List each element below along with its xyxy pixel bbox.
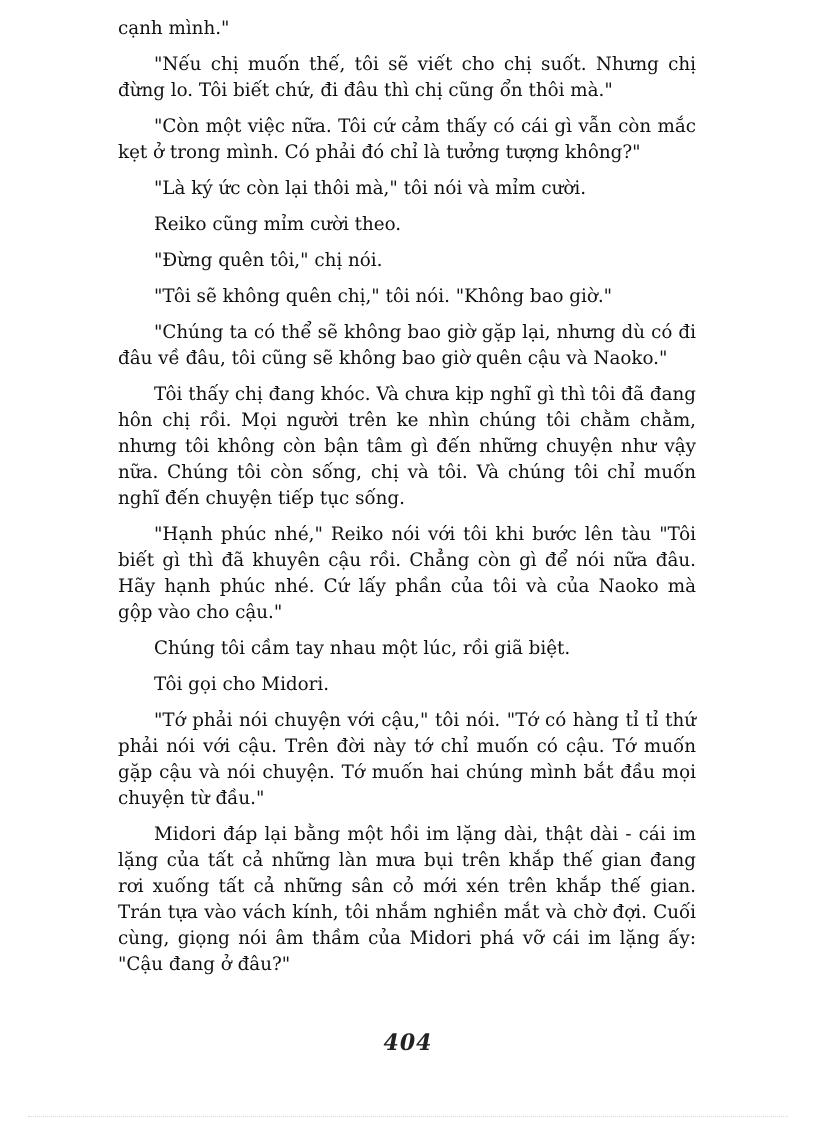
paragraph: "Đừng quên tôi," chị nói.	[154, 250, 383, 271]
paragraph: "Là ký ức còn lại thôi mà," tôi nói và mỉm cười.	[154, 178, 587, 199]
paragraph: Tôi gọi cho Midori.	[154, 674, 330, 695]
bottom-divider	[28, 1116, 788, 1117]
paragraph: cạnh mình."	[118, 18, 230, 39]
paragraph: Tôi thấy chị đang khóc. Và chưa kịp nghĩ gì thì tôi đã đang hôn chị rồi. Mọi người trên ke nhìn chúng tôi chằm chằm, nhưng tôi không còn bận tâm gì đến những chuyện như vậy nữa. Chúng tôi còn sống, chị và tôi. Và chúng tôi chỉ muốn nghĩ đến chuyện tiếp tục sống.	[118, 384, 696, 509]
page-body	[118, 16, 696, 988]
paragraph: "Tớ phải nói chuyện với cậu," tôi nói. "Tớ có hàng tỉ tỉ thứ phải nói với cậu. Trên đời này tớ chỉ muốn có cậu. Tớ muốn gặp cậu và nói chuyện. Tớ muốn hai chúng mình bắt đầu mọi chuyện từ đầu."	[118, 710, 696, 809]
paragraph: "Còn một việc nữa. Tôi cứ cảm thấy có cái gì vẫn còn mắc kẹt ở trong mình. Có phải đó chỉ là tưởng tượng không?"	[118, 116, 696, 163]
page-number: 404	[383, 1030, 433, 1056]
paragraph: "Tôi sẽ không quên chị," tôi nói. "Không bao giờ."	[154, 286, 613, 307]
paragraph: Reiko cũng mỉm cười theo.	[154, 214, 402, 235]
paragraph: "Hạnh phúc nhé," Reiko nói với tôi khi bước lên tàu "Tôi biết gì thì đã khuyên cậu rồi. Chẳng còn gì để nói nữa đâu. Hãy hạnh phúc nhé. Cứ lấy phần của tôi và của Naoko mà gộp vào cho cậu."	[118, 524, 696, 623]
paragraph: Chúng tôi cầm tay nhau một lúc, rồi giã biệt.	[154, 638, 571, 659]
paragraph: Midori đáp lại bằng một hồi im lặng dài, thật dài - cái im lặng của tất cả những làn mưa bụi trên khắp thế gian đang rơi xuống tất cả những sân cỏ mới xén trên khắp thế gian. Trán tựa vào vách kính, tôi nhắm nghiền mắt và chờ đợi. Cuối cùng, giọng nói âm thầm của Midori phá vỡ cái im lặng ấy: "Cậu đang ở đâu?"	[118, 824, 696, 975]
paragraph: "Chúng ta có thể sẽ không bao giờ gặp lại, nhưng dù có đi đâu về đâu, tôi cũng sẽ không bao giờ quên cậu và Naoko."	[118, 322, 696, 369]
paragraph: "Nếu chị muốn thế, tôi sẽ viết cho chị suốt. Nhưng chị đừng lo. Tôi biết chứ, đi đâu thì chị cũng ổn thôi mà."	[118, 54, 696, 101]
